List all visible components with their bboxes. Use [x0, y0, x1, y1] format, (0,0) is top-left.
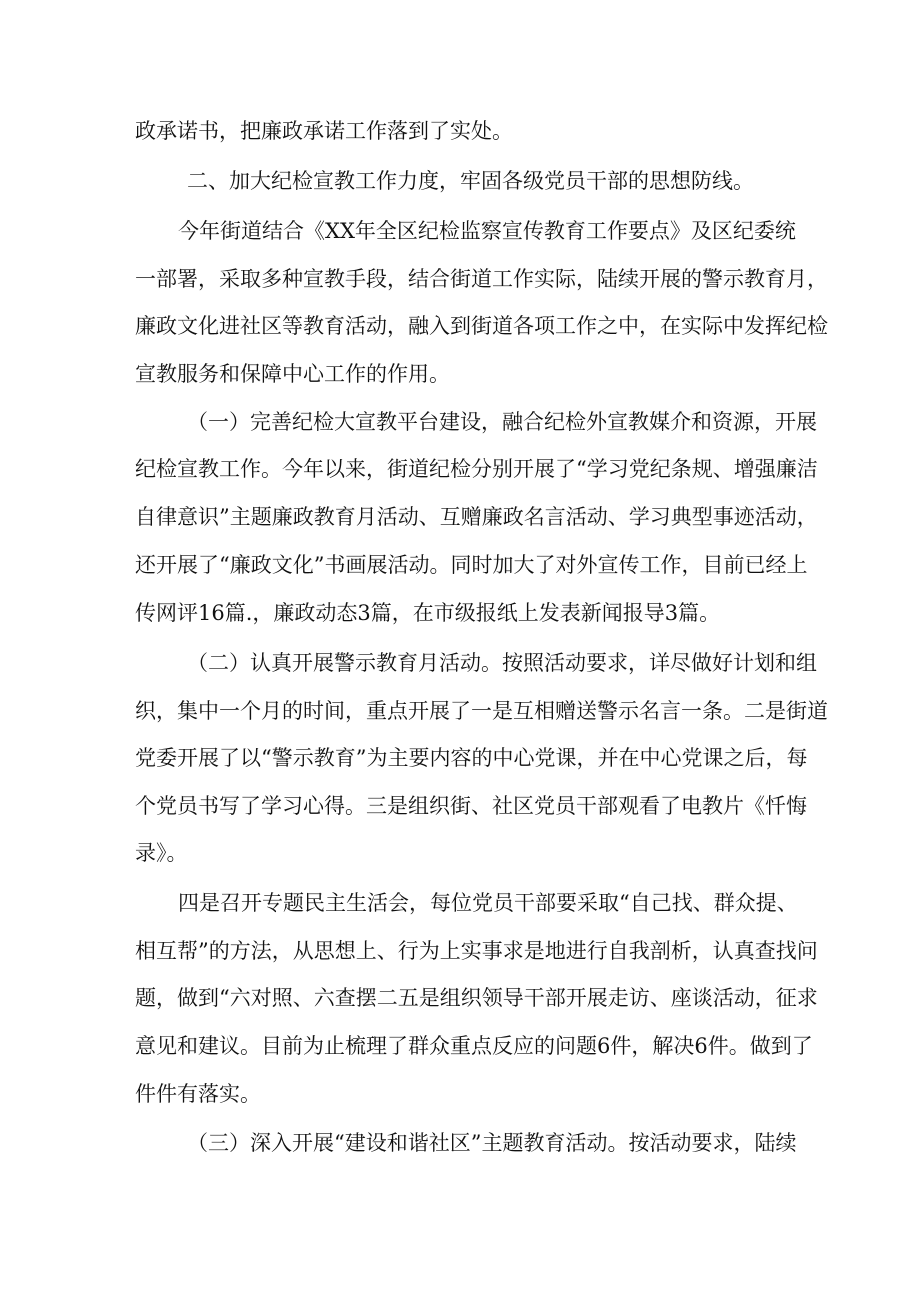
text-line-12: （二）认真开展警示教育月活动。按照活动要求，详尽做好计划和组: [187, 651, 817, 675]
text-line-1: 政承诺书，把廉政承诺工作落到了实处。: [135, 119, 513, 143]
text-line-14: 党委开展了以“警示教育”为主要内容的中心党课，并在中心党课之后，每: [135, 746, 808, 770]
text-line-20: 意见和建议。目前为止梳理了群众重点反应的问题6件，解决6件。做到了: [135, 1034, 813, 1058]
text-line-7: （一）完善纪检大宣教平台建设，融合纪检外宣教媒介和资源，开展: [187, 410, 817, 434]
text-line-3: 今年街道结合《XX年全区纪检监察宣传教育工作要点》及区纪委统: [178, 219, 796, 243]
text-line-6: 宣教服务和保障中心工作的作用。: [135, 362, 450, 386]
text-line-22: （三）深入开展“建设和谐社区”主题教育活动。按活动要求，陆续: [187, 1131, 797, 1155]
text-line-17: 四是召开专题民主生活会，每位党员干部要采取“自己找、群众提、: [178, 891, 798, 915]
text-line-16: 录》。: [135, 841, 188, 865]
text-line-18: 相互帮”的方法，从思想上、行为上实事求是地进行自我剖析，认真查找问: [135, 939, 818, 963]
section-heading-2: 二、加大纪检宣教工作力度，牢固各级党员干部的思想防线。: [187, 169, 754, 193]
text-line-10: 还开展了“廉政文化”书画展活动。同时加大了对外宣传工作，目前已经上: [135, 553, 808, 577]
text-line-5: 廉政文化进社区等教育活动，融入到街道各项工作之中，在实际中发挥纪检: [135, 314, 828, 338]
text-line-11: 传网评16篇.，廉政动态3篇，在市级报纸上发表新闻报导3篇。: [135, 601, 721, 625]
text-line-9: 自律意识”主题廉政教育月活动、互赠廉政名言活动、学习典型事迹活动，: [135, 505, 818, 529]
text-line-4: 一部署，采取多种宣教手段，结合街道工作实际，陆续开展的警示教育月，: [135, 267, 828, 291]
text-line-21: 件件有落实。: [135, 1082, 261, 1106]
text-line-13: 织，集中一个月的时间，重点开展了一是互相赠送警示名言一条。二是街道: [135, 699, 828, 723]
text-line-8: 纪检宣教工作。今年以来，街道纪检分别开展了“学习党纪条规、增强廉洁: [135, 457, 818, 481]
text-line-19: 题，做到“六对照、六查摆二五是组织领导干部开展走访、座谈活动，征求: [135, 986, 818, 1010]
text-line-15: 个党员书写了学习心得。三是组织街、社区党员干部观看了电教片《忏悔: [135, 794, 807, 818]
